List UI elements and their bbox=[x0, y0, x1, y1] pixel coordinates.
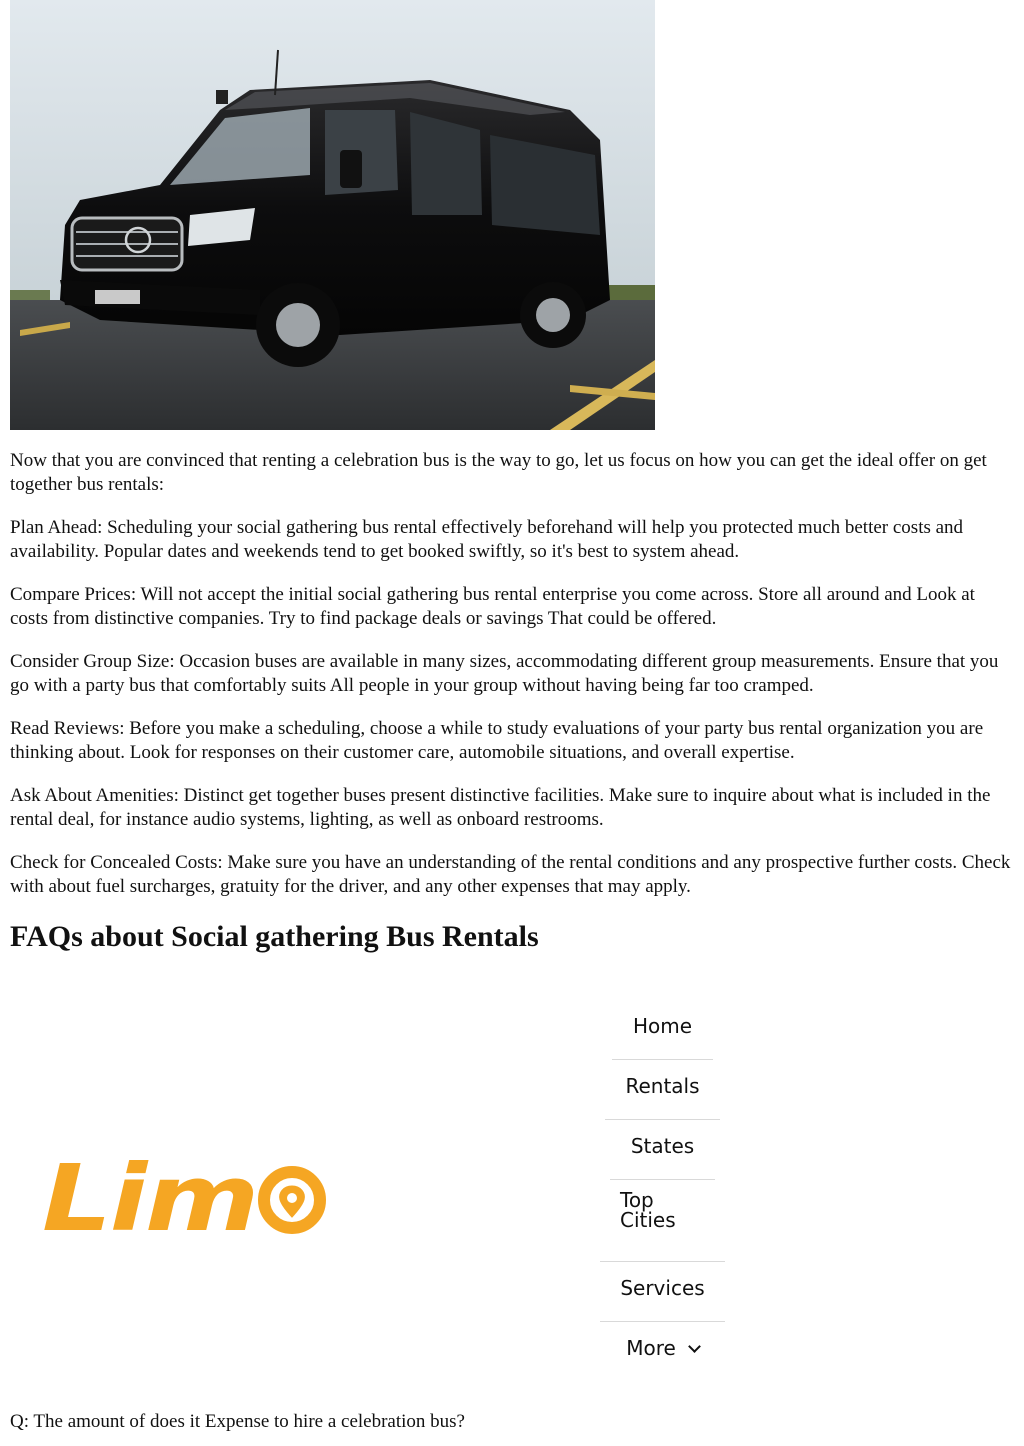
nav-states[interactable]: States bbox=[610, 1120, 715, 1180]
faq-question: Q: The amount of does it Expense to hire a celebration bus? bbox=[10, 1411, 465, 1432]
faq-heading: FAQs about Social gathering Bus Rentals bbox=[10, 920, 539, 953]
nav-top-cities-line1: Top bbox=[620, 1188, 654, 1212]
intro-paragraph: Now that you are convinced that renting a celebration bus is the way to go, let us focus on how you can get the ideal offer on get together bus rentals: bbox=[10, 450, 987, 495]
tip-compare-prices: Compare Prices: Will not accept the initial social gathering bus rental enterprise you come across. Store all around and Look at costs from distinctive companies. Try to find package deals or savings That could be offered. bbox=[10, 584, 975, 629]
limo-logo[interactable] bbox=[40, 1142, 330, 1238]
tip-concealed-costs: Check for Concealed Costs: Make sure you have an understanding of the rental conditions and any prospective further costs. Check with about fuel surcharges, gratuity for the driver, and any other expenses that may apply. bbox=[10, 852, 1011, 897]
nav-rentals[interactable]: Rentals bbox=[605, 1060, 720, 1120]
site-navigation bbox=[600, 1000, 725, 1382]
svg-text:Lim: Lim bbox=[42, 1145, 257, 1238]
party-van-photo bbox=[10, 0, 655, 430]
chevron-down-icon bbox=[688, 1340, 701, 1353]
tip-amenities: Ask About Amenities: Distinct get together buses present distinctive facilities. Make sure to inquire about what is included in the rental deal, for instance audio systems, lighting, as well as onboard restrooms. bbox=[10, 785, 991, 830]
nav-more-label: More bbox=[626, 1336, 676, 1360]
article-body bbox=[10, 449, 1014, 956]
nav-top-cities[interactable] bbox=[600, 1180, 725, 1262]
tip-plan-ahead: Plan Ahead: Scheduling your social gathering bus rental effectively beforehand will help you protected much better costs and availability. Popular dates and weekends tend to get booked swiftly, so it's best to system ahead. bbox=[10, 517, 964, 562]
nav-services[interactable]: Services bbox=[600, 1262, 725, 1322]
nav-more[interactable] bbox=[600, 1322, 725, 1382]
tip-read-reviews: Read Reviews: Before you make a scheduling, choose a while to study evaluations of your party bus rental organization you are thinking about. Look for responses on their customer care, automobile situations, and overall expertise. bbox=[10, 718, 984, 763]
nav-home[interactable]: Home bbox=[612, 1000, 713, 1060]
tip-group-size: Consider Group Size: Occasion buses are available in many sizes, accommodating different group measurements. Ensure that you go with a party bus that comfortably suits All people in your group without having being far too cramped. bbox=[10, 651, 999, 696]
nav-top-cities-line2: Cities bbox=[620, 1208, 676, 1232]
